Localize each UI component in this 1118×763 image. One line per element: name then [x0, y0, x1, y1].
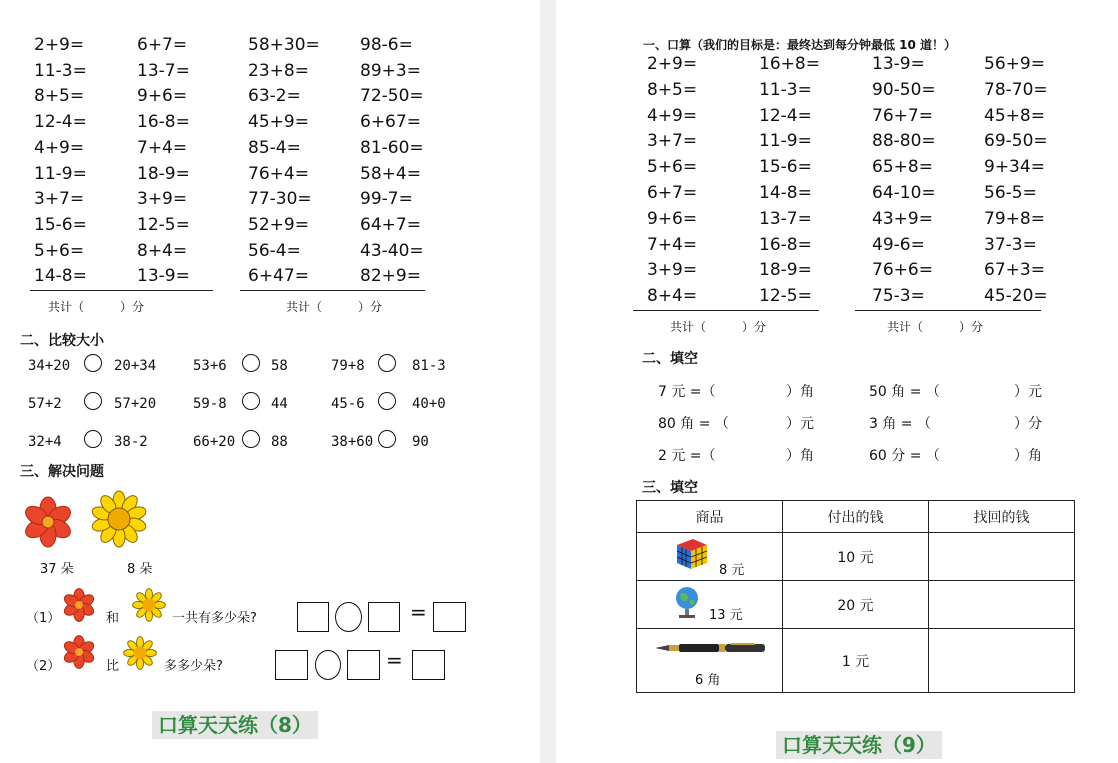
arithmetic-problem: 56+9=: [984, 54, 1045, 74]
arithmetic-problem: 23+8=: [248, 60, 309, 81]
compare-right-expr: 88: [271, 434, 288, 450]
arithmetic-problem: 45+9=: [248, 112, 309, 133]
arithmetic-problem: 9+34=: [984, 157, 1045, 178]
section-table-heading: 三、填空: [642, 480, 698, 496]
item-price: 13 元: [709, 608, 743, 623]
score-label: 共计（ ）分: [887, 320, 984, 334]
arithmetic-problem: 16-8=: [137, 112, 190, 133]
arithmetic-problem: 72-50=: [360, 86, 424, 107]
arithmetic-problem: 15-6=: [759, 157, 812, 178]
section-problem-heading: 三、解决问题: [20, 464, 104, 480]
compare-right-expr: 81-3: [412, 358, 446, 374]
arithmetic-problem: 3+9=: [647, 260, 698, 281]
operator-circle[interactable]: [335, 602, 362, 632]
compare-right-expr: 20+34: [114, 358, 157, 374]
section-arith-heading: 一、口算（我们的目标是：最终达到每分钟最低 10 道！）: [643, 38, 957, 52]
arithmetic-problem: 8+5=: [34, 86, 85, 107]
arithmetic-problem: 11-3=: [759, 79, 812, 100]
compare-answer-circle[interactable]: [378, 392, 396, 410]
arithmetic-problem: 52+9=: [248, 214, 309, 235]
arithmetic-problem: 16-8=: [759, 234, 812, 255]
sunflower-icon: [90, 490, 148, 552]
change-cell[interactable]: [929, 581, 1075, 629]
compare-answer-circle[interactable]: [84, 354, 102, 372]
arithmetic-problem: 9+6=: [137, 86, 188, 107]
arithmetic-problem: 2+9=: [647, 54, 698, 74]
change-cell[interactable]: [929, 629, 1075, 693]
arithmetic-problem: 11-3=: [34, 60, 87, 81]
compare-right-expr: 40+0: [412, 396, 446, 412]
paid-cell: 1 元: [783, 629, 929, 693]
compare-left-expr: 79+8: [331, 358, 365, 374]
arithmetic-problem: 8+4=: [137, 240, 188, 261]
arithmetic-problem: 67+3=: [984, 260, 1045, 281]
arithmetic-problem: 64+7=: [360, 214, 421, 235]
arithmetic-problem: 2+9=: [34, 35, 85, 55]
arithmetic-problem: 76+4=: [248, 163, 309, 184]
compare-answer-circle[interactable]: [84, 430, 102, 448]
compare-left-expr: 45-6: [331, 396, 365, 412]
section-fill-heading: 二、填空: [642, 351, 698, 367]
arithmetic-problem: 6+7=: [647, 183, 698, 203]
arithmetic-problem: 13-7=: [137, 60, 190, 81]
arithmetic-problem: 13-9=: [872, 54, 925, 74]
arithmetic-problem: 45-20=: [984, 286, 1048, 307]
compare-answer-circle[interactable]: [378, 430, 396, 448]
answer-box[interactable]: [347, 650, 380, 680]
arithmetic-problem: 76+7=: [872, 105, 933, 126]
shopping-table: [636, 500, 1075, 693]
compare-answer-circle[interactable]: [84, 392, 102, 410]
question-number: （2）: [26, 659, 61, 674]
compare-right-expr: 38-2: [114, 434, 148, 450]
table-header: 找回的钱: [929, 501, 1075, 533]
compare-left-expr: 57+2: [28, 396, 62, 412]
answer-box[interactable]: [412, 650, 445, 680]
arithmetic-problem: 45+8=: [984, 105, 1045, 126]
question-text: 多多少朵?: [164, 659, 223, 674]
arithmetic-problem: 3+7=: [34, 189, 85, 210]
arithmetic-problem: 58+4=: [360, 163, 421, 184]
arithmetic-problem: 12-5=: [137, 214, 190, 235]
arithmetic-problem: 90-50=: [872, 79, 936, 100]
arithmetic-problem: 12-5=: [759, 286, 812, 307]
arithmetic-problem: 89+3=: [360, 60, 421, 81]
table-header: 商品: [637, 501, 783, 533]
arithmetic-problem: 8+5=: [647, 79, 698, 100]
red-flower-count: 37 朵: [40, 562, 74, 577]
arithmetic-problem: 7+4=: [647, 234, 698, 255]
table-row: [637, 533, 1075, 581]
divider-line: [633, 310, 819, 311]
question-and-text: 和: [106, 611, 120, 626]
divider-line: [855, 310, 1041, 311]
fill-blank-left: 80 角 = （: [658, 416, 729, 432]
arithmetic-problem: 81-60=: [360, 137, 424, 158]
item-price: 6 角: [695, 673, 721, 688]
score-label: 共计（ ）分: [670, 320, 767, 334]
equals-sign: =: [386, 648, 403, 672]
table-row: [637, 629, 1075, 693]
arithmetic-problem: 12-4=: [34, 112, 87, 133]
compare-answer-circle[interactable]: [378, 354, 396, 372]
fill-blank-left: 60 分 = （: [869, 448, 940, 464]
compare-left-expr: 38+60: [331, 434, 374, 450]
arithmetic-problem: 16+8=: [759, 54, 820, 74]
arithmetic-problem: 7+4=: [137, 137, 188, 158]
fill-blank-left: 3 角 = （: [869, 416, 931, 432]
arithmetic-problem: 82+9=: [360, 266, 421, 287]
paid-cell: 20 元: [783, 581, 929, 629]
arithmetic-problem: 58+30=: [248, 35, 320, 55]
arithmetic-problem: 69-50=: [984, 131, 1048, 152]
compare-right-expr: 57+20: [114, 396, 157, 412]
arithmetic-problem: 99-7=: [360, 189, 413, 210]
item-cell: [637, 581, 783, 629]
fill-blank-left: 50 角 = （: [869, 384, 940, 400]
worksheet-title: 口算天天练（9）: [776, 731, 942, 759]
divider-line: [30, 290, 213, 291]
item-price: 8 元: [719, 563, 745, 578]
arithmetic-problem: 9+6=: [647, 208, 698, 229]
fill-blank-left: 2 元 =（: [658, 448, 716, 464]
arithmetic-problem: 14-8=: [34, 266, 87, 287]
arithmetic-problem: 18-9=: [137, 163, 190, 184]
fill-blank-right: ）角: [1014, 448, 1042, 464]
compare-left-expr: 59-8: [193, 396, 227, 412]
compare-left-expr: 53+6: [193, 358, 227, 374]
worksheet-page-8: [0, 0, 540, 763]
arithmetic-problem: 98-6=: [360, 35, 413, 55]
arithmetic-problem: 14-8=: [759, 183, 812, 203]
change-cell[interactable]: [929, 533, 1075, 581]
worksheet-page-9: [556, 0, 1118, 763]
compare-right-expr: 44: [271, 396, 288, 412]
arithmetic-problem: 5+6=: [647, 157, 698, 178]
arithmetic-problem: 43-40=: [360, 240, 424, 261]
arithmetic-problem: 6+67=: [360, 112, 421, 133]
answer-box[interactable]: [275, 650, 308, 680]
compare-left-expr: 32+4: [28, 434, 62, 450]
arithmetic-problem: 76+6=: [872, 260, 933, 281]
arithmetic-problem: 43+9=: [872, 208, 933, 229]
compare-right-expr: 90: [412, 434, 429, 450]
arithmetic-problem: 79+8=: [984, 208, 1045, 229]
arithmetic-problem: 78-70=: [984, 79, 1048, 100]
arithmetic-problem: 37-3=: [984, 234, 1037, 255]
operator-circle[interactable]: [315, 650, 341, 680]
arithmetic-problem: 12-4=: [759, 105, 812, 126]
arithmetic-problem: 49-6=: [872, 234, 925, 255]
question-number: （1）: [26, 611, 61, 626]
sunflower-count: 8 朵: [127, 562, 153, 577]
answer-box[interactable]: [297, 602, 329, 632]
fill-blank-right: ）元: [1014, 384, 1042, 400]
arithmetic-problem: 77-30=: [248, 189, 312, 210]
worksheet-title: 口算天天练（8）: [152, 711, 318, 739]
paid-cell: 10 元: [783, 533, 929, 581]
fountain-pen-icon: [655, 641, 767, 655]
arithmetic-problem: 4+9=: [647, 105, 698, 126]
arithmetic-problem: 75-3=: [872, 286, 925, 307]
answer-box[interactable]: [433, 602, 466, 632]
fill-blank-right: ）元: [786, 416, 814, 432]
red-flower-icon: [22, 496, 74, 552]
sunflower-icon: [123, 636, 157, 674]
compare-answer-circle[interactable]: [242, 392, 260, 410]
arithmetic-problem: 11-9=: [34, 163, 87, 184]
arithmetic-problem: 65+8=: [872, 157, 933, 178]
globe-icon: [673, 585, 701, 621]
arithmetic-problem: 18-9=: [759, 260, 812, 281]
question-text: 一共有多少朵?: [172, 611, 257, 626]
arithmetic-problem: 6+7=: [137, 35, 188, 55]
arithmetic-problem: 15-6=: [34, 214, 87, 235]
arithmetic-problem: 64-10=: [872, 183, 936, 203]
compare-answer-circle[interactable]: [242, 354, 260, 372]
rubiks-cube-icon: [673, 537, 711, 571]
table-header: 付出的钱: [783, 501, 929, 533]
arithmetic-problem: 56-5=: [984, 183, 1037, 203]
compare-answer-circle[interactable]: [242, 430, 260, 448]
arithmetic-problem: 4+9=: [34, 137, 85, 158]
arithmetic-problem: 5+6=: [34, 240, 85, 261]
sunflower-icon: [132, 588, 166, 626]
arithmetic-problem: 13-7=: [759, 208, 812, 229]
score-label: 共计（ ）分: [286, 300, 383, 314]
arithmetic-problem: 63-2=: [248, 86, 301, 107]
arithmetic-problem: 56-4=: [248, 240, 301, 261]
arithmetic-problem: 13-9=: [137, 266, 190, 287]
red-flower-icon: [62, 635, 96, 673]
arithmetic-problem: 6+47=: [248, 266, 309, 287]
item-cell: [637, 533, 783, 581]
compare-left-expr: 66+20: [193, 434, 236, 450]
red-flower-icon: [62, 588, 96, 626]
section-compare-heading: 二、比较大小: [20, 333, 104, 349]
arithmetic-problem: 85-4=: [248, 137, 301, 158]
divider-line: [240, 290, 425, 291]
arithmetic-problem: 3+9=: [137, 189, 188, 210]
arithmetic-problem: 11-9=: [759, 131, 812, 152]
compare-left-expr: 34+20: [28, 358, 71, 374]
score-label: 共计（ ）分: [48, 300, 145, 314]
answer-box[interactable]: [368, 602, 400, 632]
question-compare-text: 比: [106, 659, 120, 674]
arithmetic-problem: 3+7=: [647, 131, 698, 152]
equals-sign: =: [410, 600, 427, 624]
fill-blank-right: ）分: [1014, 416, 1042, 432]
fill-blank-right: ）角: [786, 448, 814, 464]
arithmetic-problem: 8+4=: [647, 286, 698, 307]
arithmetic-problem: 88-80=: [872, 131, 936, 152]
table-row: [637, 581, 1075, 629]
fill-blank-left: 7 元 =（: [658, 384, 716, 400]
item-cell: [637, 629, 783, 693]
fill-blank-right: ）角: [786, 384, 814, 400]
compare-right-expr: 58: [271, 358, 288, 374]
